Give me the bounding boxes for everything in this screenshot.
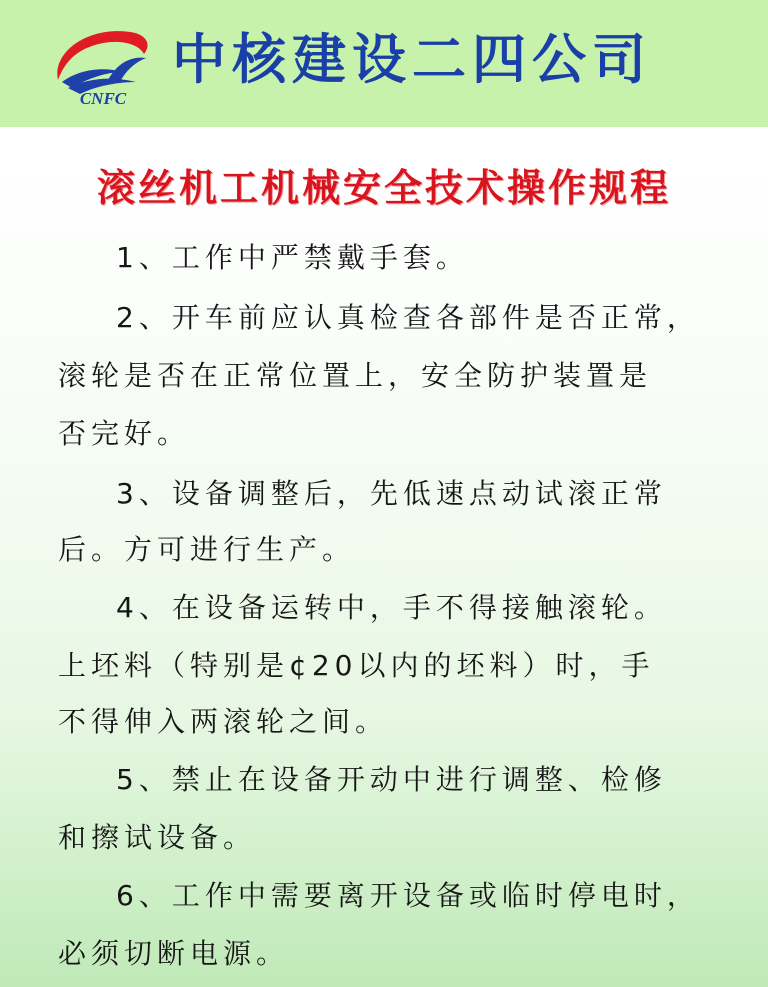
cnfc-logo-icon xyxy=(48,22,158,108)
logo-text: CNFC xyxy=(79,89,127,108)
rule-line: 2、开车前应认真检查各部件是否正常， xyxy=(116,301,700,334)
rule-line: 6、工作中需要离开设备或临时停电时， xyxy=(116,879,700,912)
rule-line: 滚轮是否在正常位置上，安全防护装置是 xyxy=(58,359,653,392)
rule-line: 1、工作中严禁戴手套。 xyxy=(116,241,469,274)
rule-line: 3、设备调整后，先低速点动试滚正常 xyxy=(116,477,667,510)
rule-line: 5、禁止在设备开动中进行调整、检修 xyxy=(116,763,667,796)
rule-line: 不得伸入两滚轮之间。 xyxy=(58,705,389,738)
rule-line: 后。方可进行生产。 xyxy=(58,533,356,566)
rule-line: 上坯料（特别是¢20以内的坯料）时，手 xyxy=(58,649,655,682)
company-name: 中核建设二四公司 xyxy=(172,28,652,91)
rule-line: 否完好。 xyxy=(58,417,191,450)
header-band xyxy=(0,0,768,127)
rule-line: 和擦试设备。 xyxy=(58,821,257,854)
document-title: 滚丝机工机械安全技术操作规程 xyxy=(96,166,671,210)
rule-line: 必须切断电源。 xyxy=(58,937,290,970)
rule-line: 4、在设备运转中，手不得接触滚轮。 xyxy=(116,591,667,624)
